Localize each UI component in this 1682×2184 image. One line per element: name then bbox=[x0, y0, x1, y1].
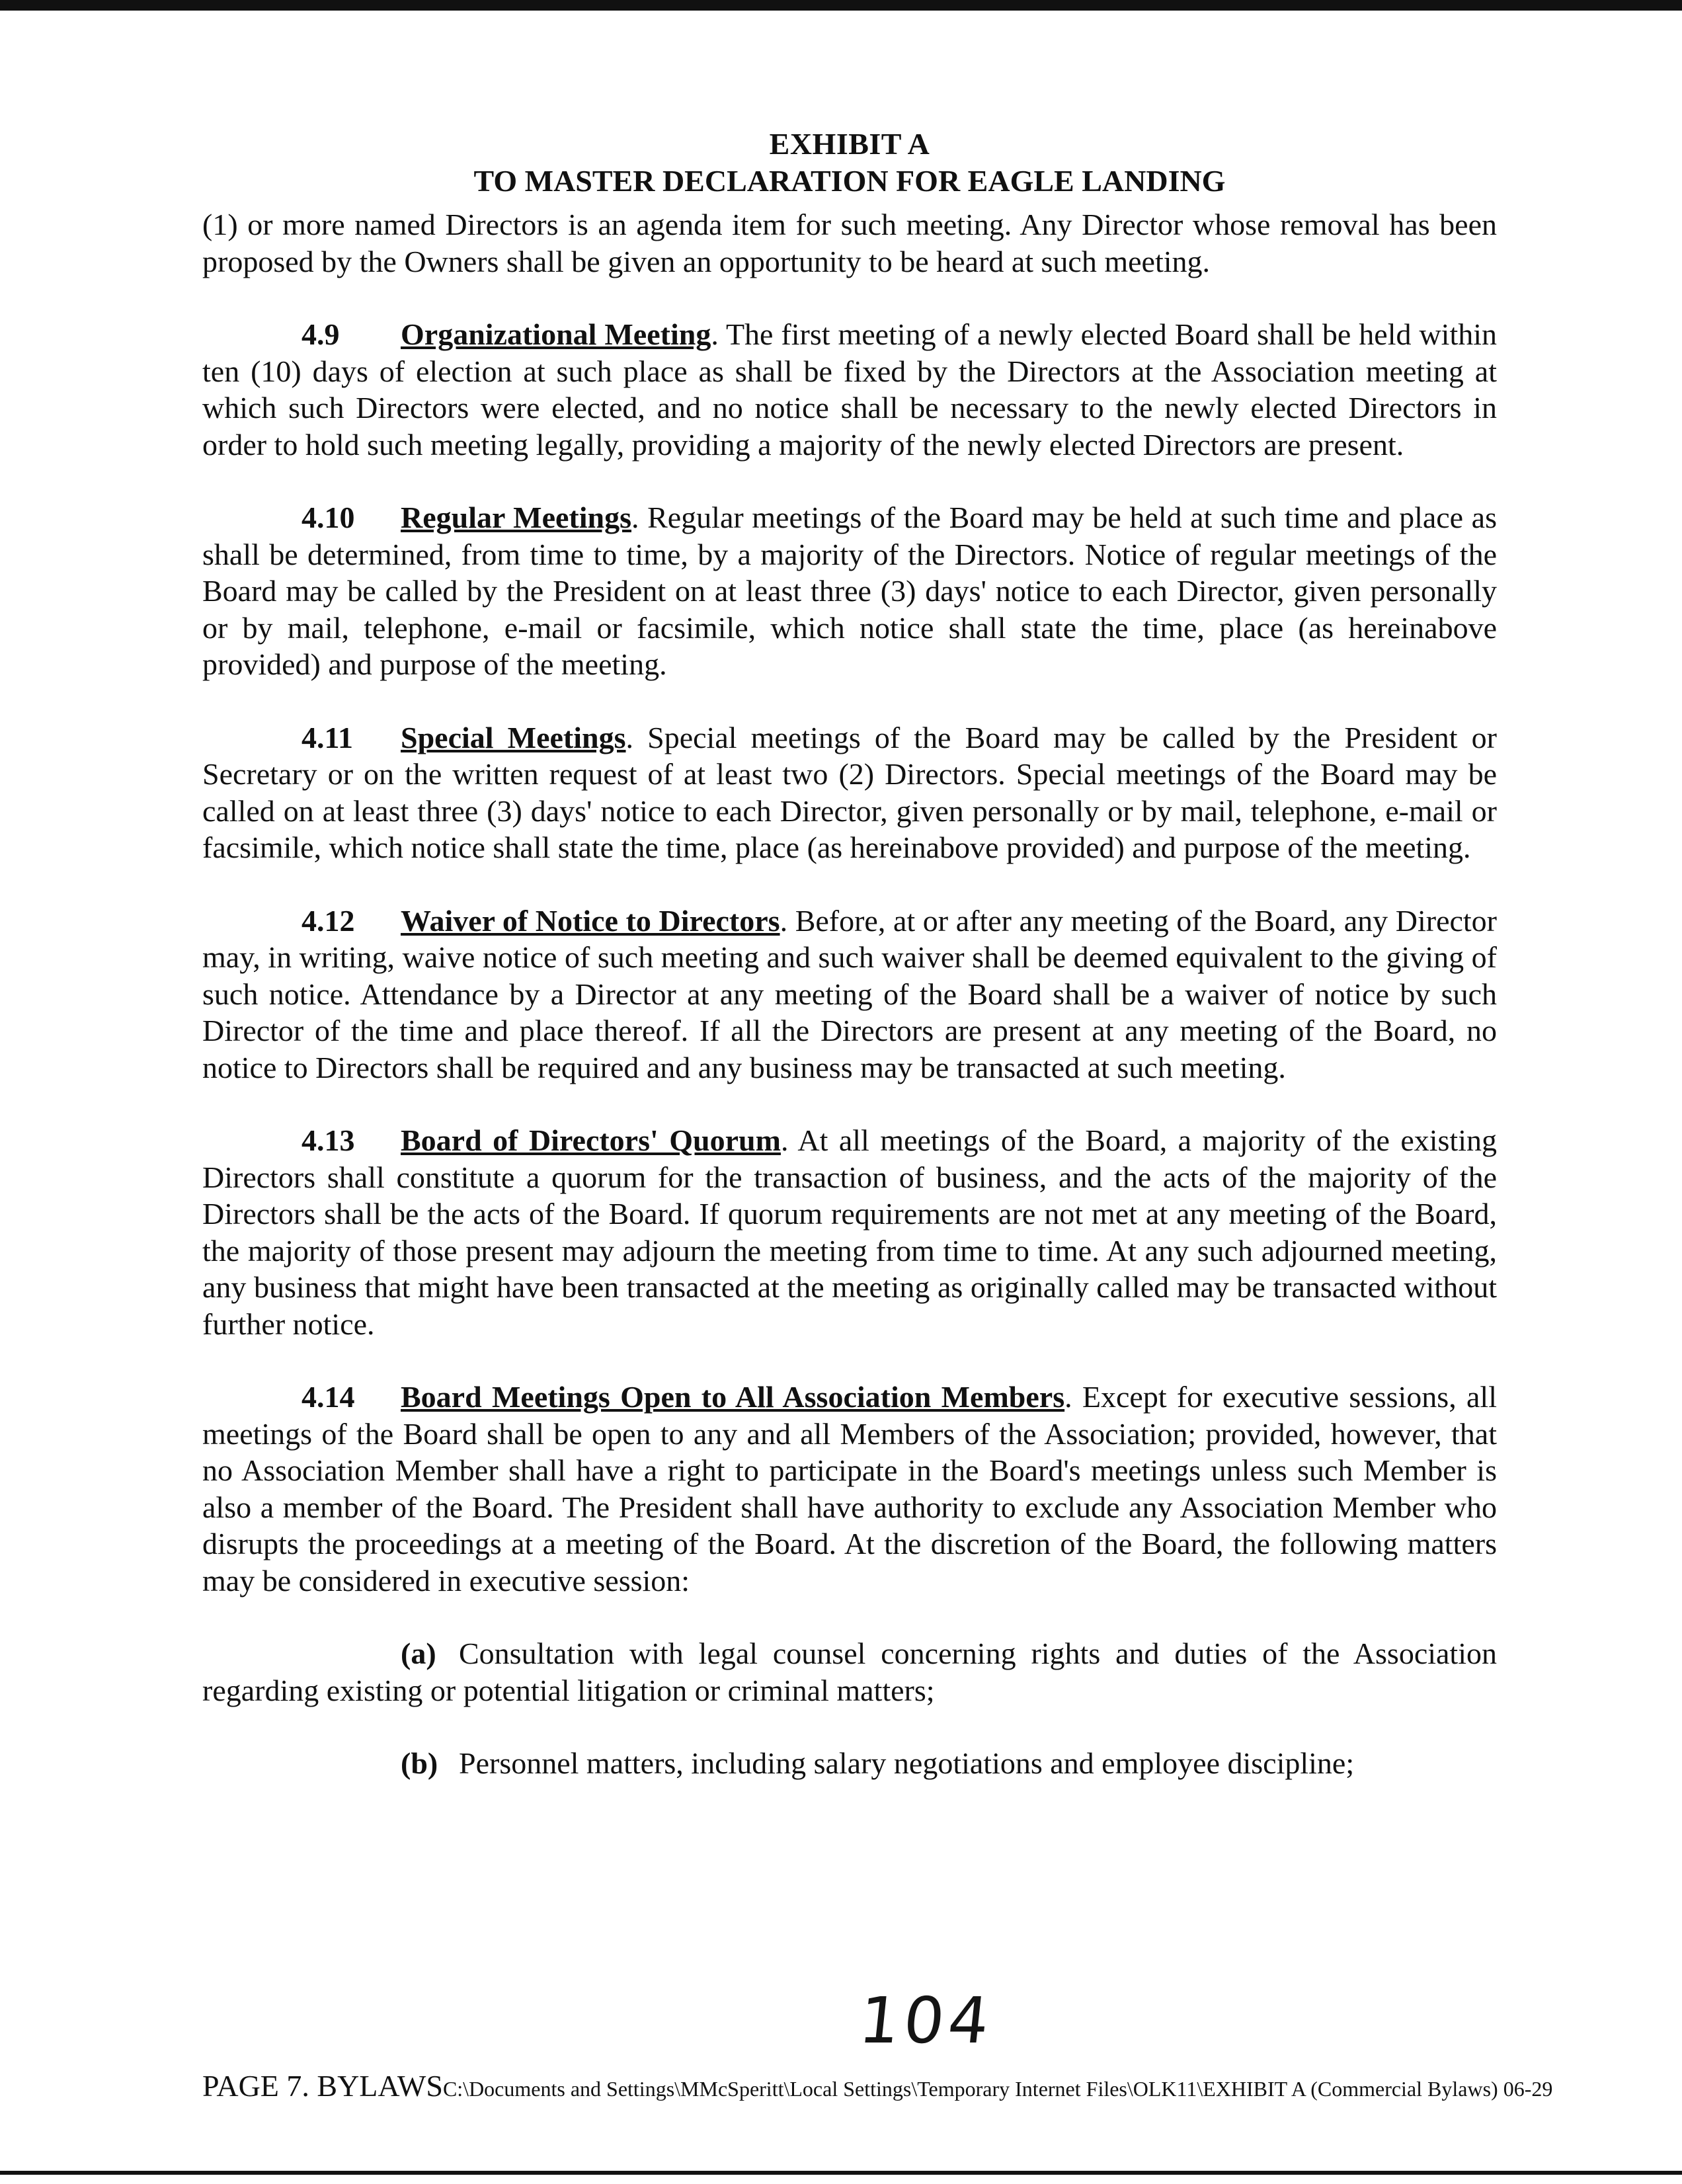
exhibit-subtitle: TO MASTER DECLARATION FOR EAGLE LANDING bbox=[473, 164, 1226, 198]
sub-item-text: Personnel matters, including salary negotiations and employee discipline; bbox=[459, 1746, 1355, 1780]
sub-item-text: Consultation with legal counsel concerning rights and duties of the Association regarding existing or potential litigation or criminal matters; bbox=[202, 1637, 1497, 1707]
bottom-scan-border bbox=[0, 2171, 1682, 2175]
exhibit-title: EXHIBIT A bbox=[769, 127, 930, 161]
section-4-12 bbox=[202, 903, 1497, 1086]
section-number: 4.14 bbox=[301, 1380, 355, 1414]
intro-paragraph: (1) or more named Directors is an agenda item for such meeting. Any Director whose removal has been proposed by the Owners shall be given an opportunity to be heard at such meeting. bbox=[202, 208, 1497, 278]
section-4-11 bbox=[202, 719, 1497, 866]
section-4-10 bbox=[202, 499, 1497, 683]
top-scan-border bbox=[0, 0, 1682, 11]
sub-item-label: (b) bbox=[401, 1746, 438, 1780]
section-title: Board Meetings Open to All Association Members bbox=[401, 1380, 1065, 1414]
section-text: . At all meetings of the Board, a majority of the existing Directors shall constitute a quorum for the transaction of business, and the acts of the majority of the Directors shall be the acts of the Board. If quorum requirements are not met at any meeting of the Board, the majority of those present may adjourn the meeting from time to time. At any such adjourned meeting, any business that might have been transacted at the meeting as originally called may be transacted without further notice. bbox=[202, 1123, 1497, 1341]
section-number: 4.10 bbox=[301, 501, 355, 534]
section-number: 4.12 bbox=[301, 903, 355, 938]
section-title: Organizational Meeting bbox=[401, 317, 711, 351]
section-title: Regular Meetings bbox=[401, 501, 631, 534]
section-4-14 bbox=[202, 1379, 1497, 1599]
section-text: . Special meetings of the Board may be called by the President or Secretary or on the written request of at least two (2) Directors. Special meetings of the Board may be called on at least three (3) days' notice to each Director, given personally or by mail, telephone, e-mail or facsimile, which notice shall state the time, place (as hereinabove provided) and purpose of the meeting. bbox=[202, 720, 1497, 864]
sub-item-a bbox=[202, 1635, 1497, 1709]
section-title: Board of Directors' Quorum bbox=[401, 1123, 781, 1157]
section-title: Waiver of Notice to Directors bbox=[401, 903, 780, 938]
document-page bbox=[202, 126, 1497, 1818]
section-number: 4.13 bbox=[301, 1123, 355, 1157]
section-text: . The first meeting of a newly elected Board shall be held within ten (10) days of election at such place as shall be fixed by the Directors at the Association meeting at which such Directors were elected, and no notice shall be necessary to the newly elected Directors in order to hold such meeting legally, providing a majority of the newly elected Directors are present. bbox=[202, 317, 1498, 462]
section-title: Special Meetings bbox=[401, 720, 626, 754]
section-text: . Before, at or after any meeting of the Board, any Director may, in writing, waive notice of such meeting and such waiver shall be deemed equivalent to the giving of such notice. Attendance by a Director at any meeting of the Board shall be a waiver of notice by such Director of the time and place thereof. If all the Directors are present at any meeting of the Board, no notice to Directors shall be required and any business may be transacted at such meeting. bbox=[202, 903, 1497, 1084]
section-number: 4.9 bbox=[301, 317, 340, 351]
sub-item-label: (a) bbox=[401, 1637, 436, 1670]
section-number: 4.11 bbox=[301, 720, 353, 754]
section-text: . Except for executive sessions, all meetings of the Board shall be open to any and all Members of the Association; provided, however, that no Association Member shall have a right to participate in the Board's meetings unless such Member is also a member of the Board. The President shall have authority to exclude any Association Member who disrupts the proceedings at a meeting of the Board. At the discretion of the Board, the following matters may be considered in executive session: bbox=[202, 1380, 1497, 1598]
page-footer bbox=[202, 2068, 1682, 2103]
section-4-9 bbox=[202, 316, 1497, 463]
section-text: . Regular meetings of the Board may be held at such time and place as shall be determined, from time to time, by a majority of the Directors. Notice of regular meetings of the Board may be called by the President on at least three (3) days' notice to each Director, given personally or by mail, telephone, e-mail or facsimile, which notice shall state the time, place (as hereinabove provided) and purpose of the meeting. bbox=[202, 501, 1497, 681]
footer-page-label: PAGE 7. BYLAWS bbox=[202, 2069, 443, 2103]
footer-file-path: C:\Documents and Settings\MMcSperitt\Local Settings\Temporary Internet Files\OLK11\EXHIBIT A (Commercial Bylaws) 06-29 bbox=[442, 2077, 1553, 2101]
sub-item-b bbox=[202, 1745, 1497, 1782]
section-4-13 bbox=[202, 1122, 1497, 1342]
handwritten-page-number: 104 bbox=[856, 1984, 997, 2058]
